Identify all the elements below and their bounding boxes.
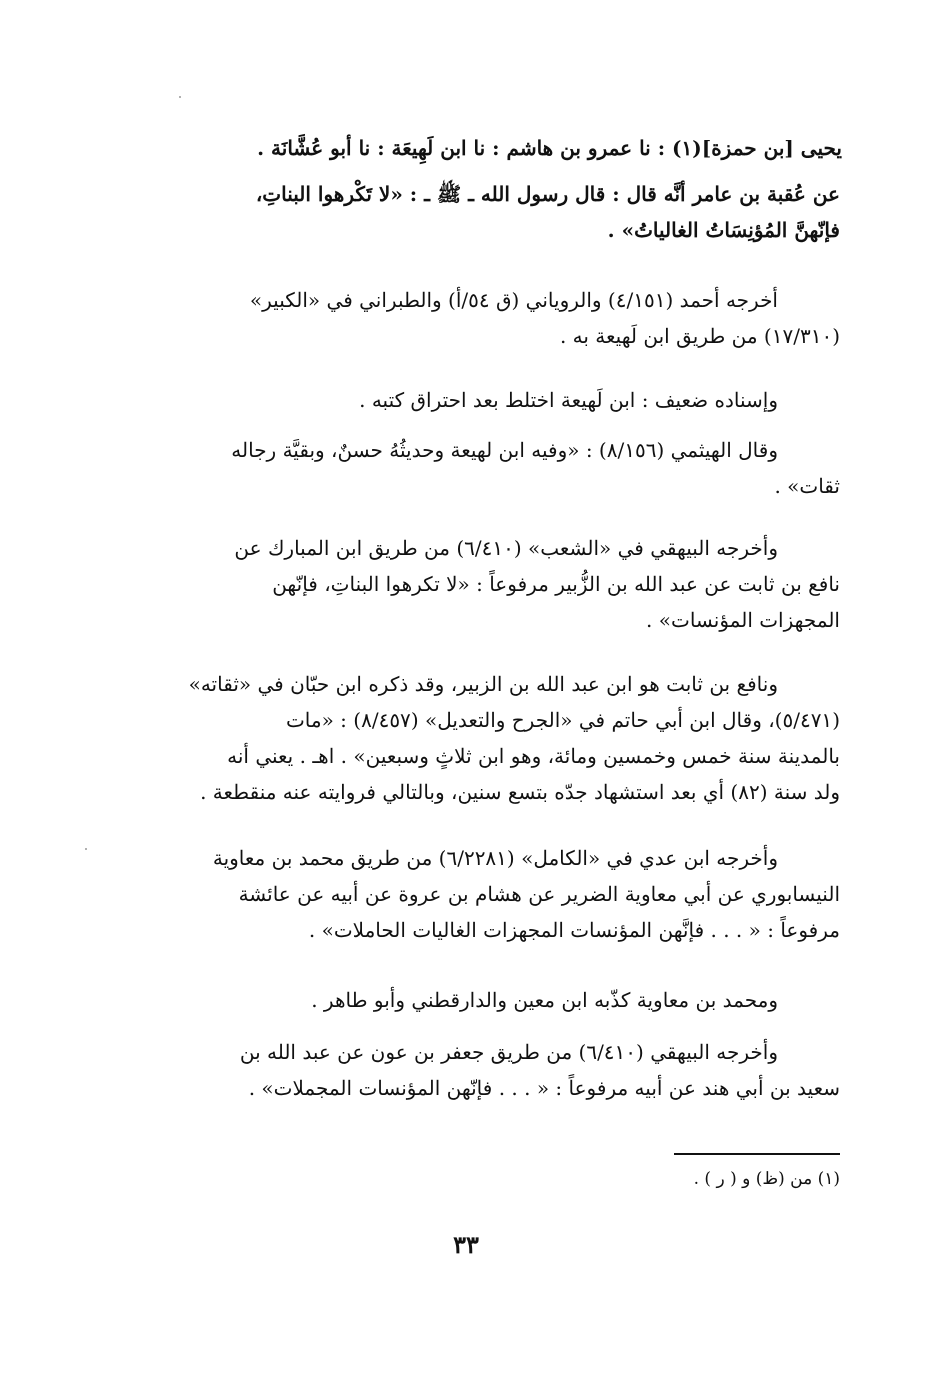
hadith-text <box>140 130 840 248</box>
paragraph-line: وإسناده ضعيف : ابن لَهيعة اختلط بعد احتراق كتبه . <box>359 388 778 412</box>
paragraph-haythami <box>140 432 840 504</box>
hadith-line-2: عن عُقبة بن عامر أنَّه قال : قال رسول الله ـ ﷺ ـ : «لا تَكْرهوا البناتِ، <box>255 182 840 206</box>
paragraph-line: (١٧/٣١٠) من طريق ابن لَهيعة به . <box>559 324 840 348</box>
paragraph-line: ونافع بن ثابت هو ابن عبد الله بن الزبير، وقد ذكره ابن حبّان في «ثقاته» <box>188 672 778 696</box>
paragraph-line: مرفوعاً : « . . . فإنَّهن المؤنسات المجهزات الغاليات الحاملات» . <box>308 918 840 942</box>
paragraph-line: النيسابوري عن أبي معاوية الضرير عن هشام بن عروة عن أبيه عن عائشة <box>238 882 840 906</box>
paragraph-line: نافع بن ثابت عن عبد الله بن الزُّبير مرفوعاً : «لا تكرهوا البناتِ، فإنّهن <box>272 572 840 596</box>
paragraph-line: ثقات» . <box>774 474 840 498</box>
paragraph-nafi-ibn-thabit <box>140 666 840 810</box>
footnote: (١) من (ظ) و ( ر ) . <box>693 1169 840 1189</box>
paragraph-line: وأخرجه ابن عدي في «الكامل» (٦/٢٢٨١) من طريق محمد بن معاوية <box>212 846 778 870</box>
paragraph-line: أخرجه أحمد (٤/١٥١) والروياني (ق ٥٤/أ) والطبراني في «الكبير» <box>249 288 778 312</box>
paragraph-line: بالمدينة سنة خمس وخمسين ومائة، وهو ابن ثلاثٍ وسبعين» . اهـ . يعني أنه <box>227 744 840 768</box>
paragraph-line: سعيد بن أبي هند عن أبيه مرفوعاً : « . . . فإنّهن المؤنسات المجملات» . <box>248 1076 840 1100</box>
paragraph-isnad-weak <box>140 382 840 418</box>
paragraph-bayhaqi-jafar <box>140 1034 840 1106</box>
paragraph-line: وأخرجه البيهقي (٦/٤١٠) من طريق جعفر بن عون عن عبد الله بن <box>239 1040 778 1064</box>
paragraph-takhrij-ahmad <box>140 282 840 354</box>
paragraph-bayhaqi-shuab <box>140 530 840 638</box>
paragraph-line: (٥/٤٧١)، وقال ابن أبي حاتم في «الجرح والتعديل» (٨/٤٥٧) : «مات <box>285 708 840 732</box>
footnote-divider <box>674 1153 840 1155</box>
paragraph-line: ومحمد بن معاوية كذّبه ابن معين والدارقطني وأبو طاهر . <box>311 988 778 1012</box>
paragraph-line: المجهزات المؤنسات» . <box>646 608 840 632</box>
paragraph-line: وأخرجه البيهقي في «الشعب» (٦/٤١٠) من طريق ابن المبارك عن <box>234 536 778 560</box>
paragraph-line: وقال الهيثمي (٨/١٥٦) : «وفيه ابن لهيعة وحديثُهُ حسنٌ، وبقيَّة رجاله <box>231 438 778 462</box>
hadith-line-3: فإنّهنَّ المُؤنِسَاتُ الغالياتُ» . <box>607 218 840 242</box>
scan-speck <box>179 96 181 98</box>
paragraph-ibn-adi <box>140 840 840 948</box>
paragraph-line: ولد سنة (٨٢) أي بعد استشهاد جدّه بتسع سنين، وبالتالي فروايته عنه منقطعة . <box>200 780 840 804</box>
hadith-line-1: يحيى [بن حمزة](١) : نا عمرو بن هاشم : نا ابن لَهِيعَة : نا أبو عُشَّانَة . <box>257 136 842 160</box>
paragraph-muhammad-ibn-muawiya <box>140 982 840 1018</box>
page-number: ٣٣ <box>453 1230 479 1259</box>
scan-speck <box>85 848 87 850</box>
